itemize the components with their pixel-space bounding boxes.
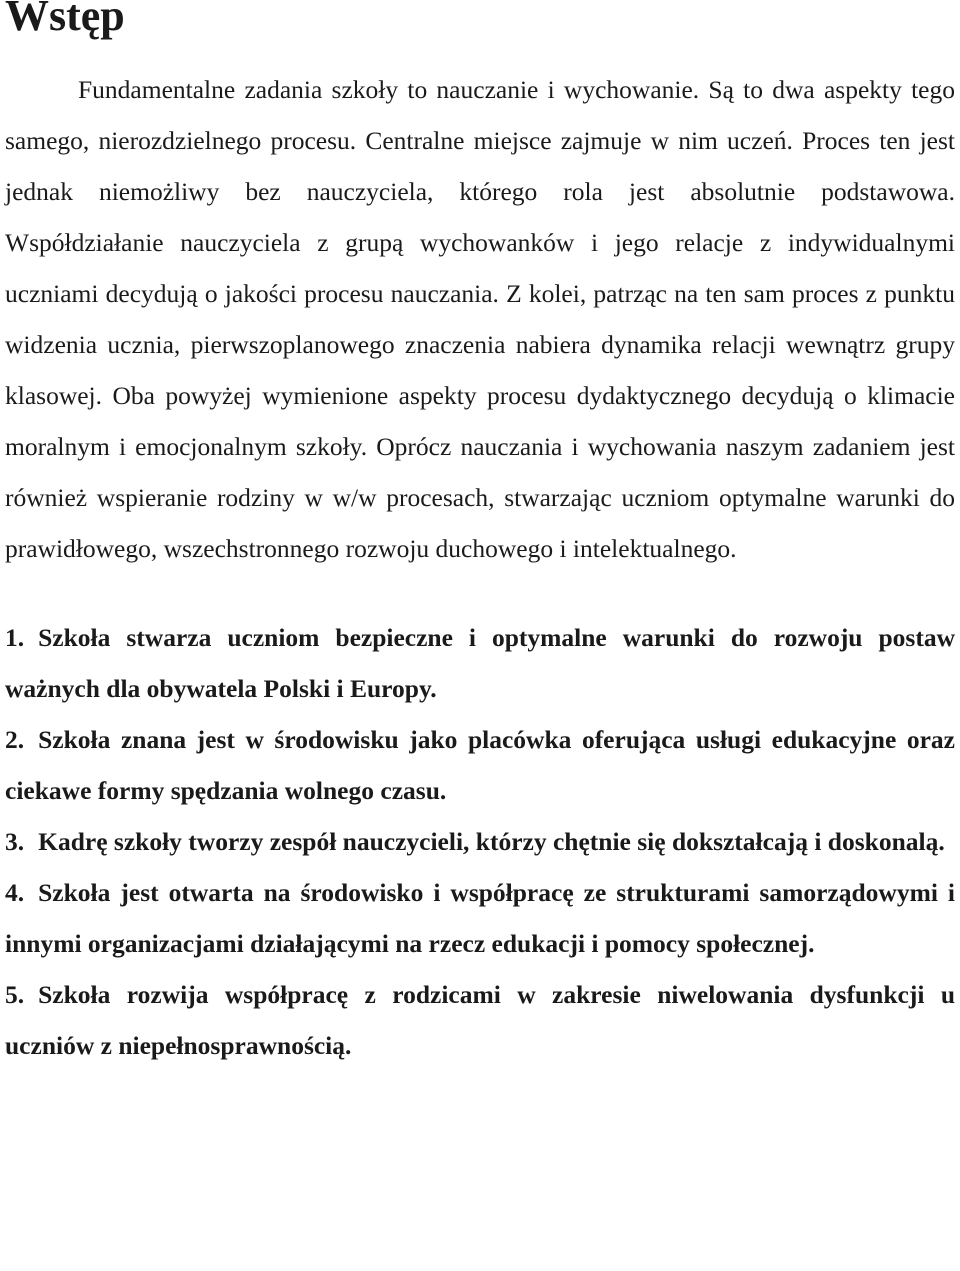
list-item (5, 969, 955, 1071)
list-item-text: Szkoła jest otwarta na środowisko i współpracę ze strukturami samorządowymi i innymi organizacjami działającymi na rzecz edukacji i pomocy społecznej. (5, 878, 955, 958)
list-item-number: 2. (5, 725, 25, 754)
intro-paragraph: Fundamentalne zadania szkoły to nauczanie i wychowanie. Są to dwa aspekty tego samego, nierozdzielnego procesu. Centralne miejsce zajmuje w nim uczeń. Proces ten jest jednak niemożliwy bez nauczyciela, którego rola jest absolutnie podstawowa. Współdziałanie nauczyciela z grupą wychowanków i jego relacje z indywidualnymi uczniami decydują o jakości procesu nauczania. Z kolei, patrząc na ten sam proces z punktu widzenia ucznia, pierwszoplanowego znaczenia nabiera dynamika relacji wewnątrz grupy klasowej. Oba powyżej wymienione aspekty procesu dydaktycznego decydują o klimacie moralnym i emocjonalnym szkoły. Oprócz nauczania i wychowania naszym zadaniem jest również wspieranie rodziny w w/w procesach, stwarzając uczniom optymalne warunki do prawidłowego, wszechstronnego rozwoju duchowego i intelektualnego. (5, 75, 955, 563)
list-item-text: Szkoła rozwija współpracę z rodzicami w zakresie niwelowania dysfunkcji u uczniów z niepełnosprawnością. (5, 980, 955, 1060)
list-item-text: Kadrę szkoły tworzy zespół nauczycieli, którzy chętnie się dokształcają i doskonalą. (38, 827, 945, 856)
list-item (5, 714, 955, 816)
goals-list (5, 612, 955, 1071)
page-title: Wstęp (5, 0, 125, 40)
list-item (5, 867, 955, 969)
list-item-number: 4. (5, 878, 25, 907)
list-item-text: Szkoła stwarza uczniom bezpieczne i optymalne warunki do rozwoju postaw ważnych dla obywatela Polski i Europy. (5, 623, 955, 703)
list-item (5, 816, 955, 867)
list-item-text: Szkoła znana jest w środowisku jako placówka oferująca usługi edukacyjne oraz ciekawe formy spędzania wolnego czasu. (5, 725, 955, 805)
list-item-number: 1. (5, 623, 25, 652)
list-item-number: 3. (5, 827, 25, 856)
list-item (5, 612, 955, 714)
list-item-number: 5. (5, 980, 25, 1009)
